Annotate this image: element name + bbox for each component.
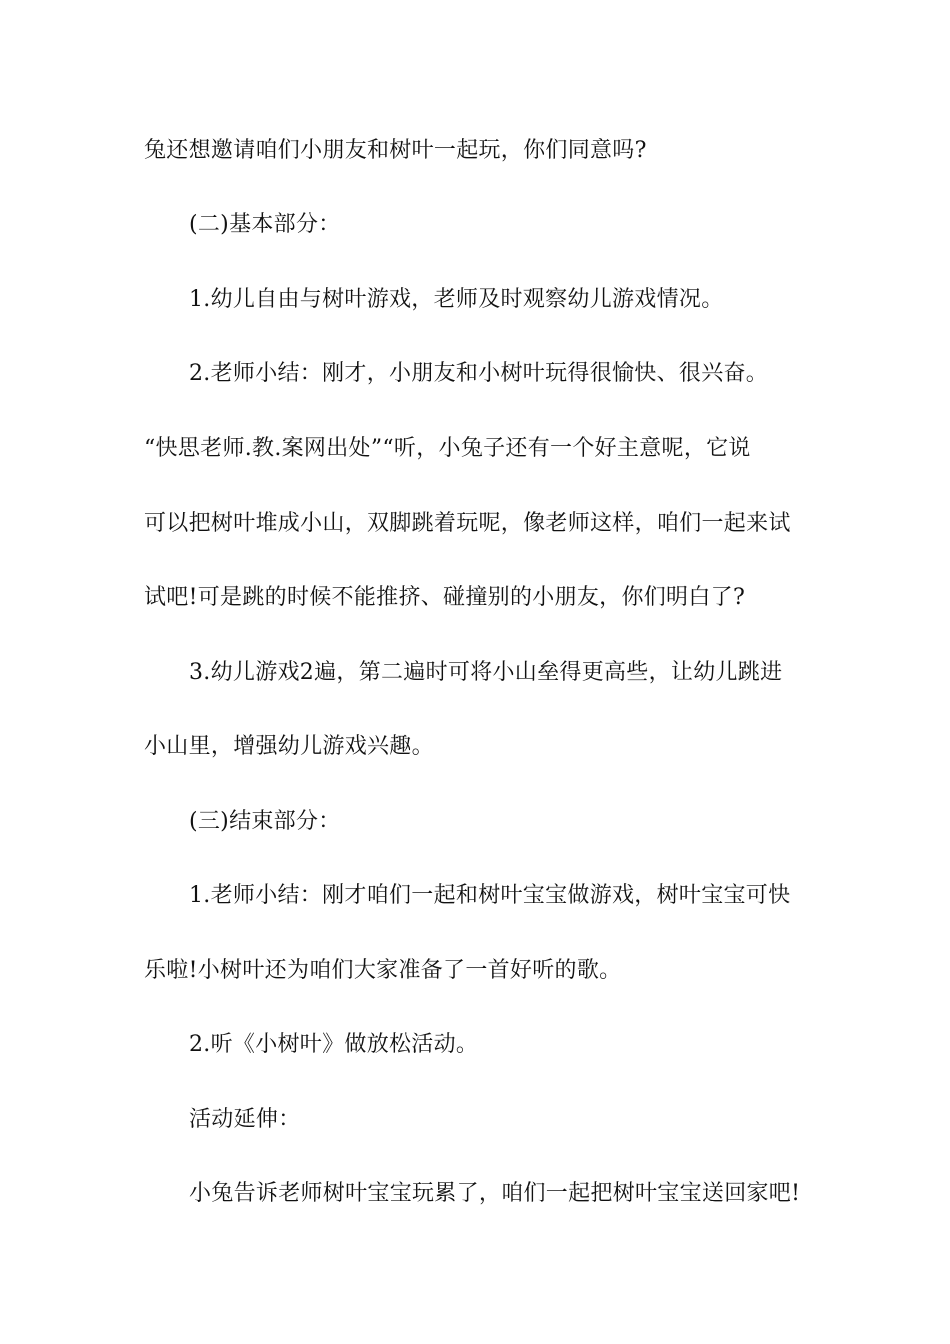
paragraph-line: 2.听《小树叶》做放松活动。	[189, 1032, 479, 1057]
paragraph-line: 兔还想邀请咱们小朋友和树叶一起玩，你们同意吗?	[144, 138, 647, 163]
section-heading: (二)基本部分：	[189, 212, 341, 237]
paragraph-line: 可以把树叶堆成小山，双脚跳着玩呢，像老师这样，咱们一起来试	[144, 511, 791, 536]
paragraph-line: 1.老师小结：刚才咱们一起和树叶宝宝做游戏，树叶宝宝可快	[189, 883, 791, 908]
paragraph-line: 小山里，增强幼儿游戏兴趣。	[144, 734, 434, 759]
paragraph-line: 小兔告诉老师树叶宝宝玩累了，咱们一起把树叶宝宝送回家吧!	[189, 1181, 801, 1206]
paragraph-line: 1.幼儿自由与树叶游戏，老师及时观察幼儿游戏情况。	[189, 287, 724, 312]
paragraph-line: 乐啦!小树叶还为咱们大家准备了一首好听的歌。	[144, 958, 622, 983]
section-heading: 活动延伸：	[189, 1107, 301, 1132]
section-heading: (三)结束部分：	[189, 809, 341, 834]
paragraph-line: “快思老师.教.案网出处”“听，小兔子还有一个好主意呢，它说	[144, 436, 751, 461]
paragraph-line: 3.幼儿游戏2遍，第二遍时可将小山垒得更高些，让幼儿跳进	[189, 660, 783, 685]
paragraph-line: 试吧!可是跳的时候不能推挤、碰撞别的小朋友，你们明白了?	[144, 585, 746, 610]
paragraph-line: 2.老师小结：刚才，小朋友和小树叶玩得很愉快、很兴奋。	[189, 361, 769, 386]
